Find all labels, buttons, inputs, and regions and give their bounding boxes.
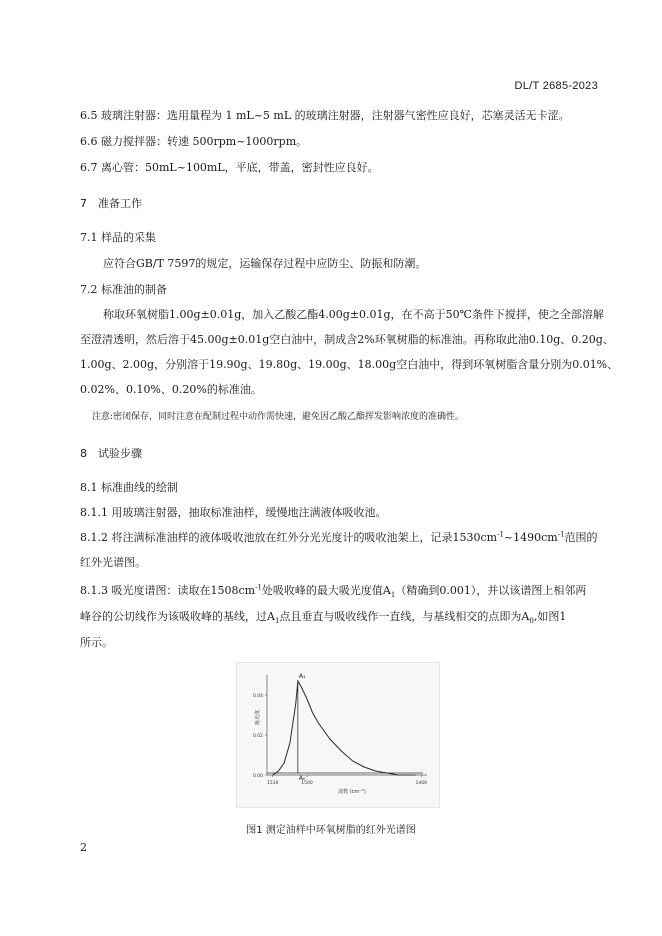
section-7-2-title: 7.2 标准油的制备	[80, 283, 167, 296]
item-6-6: 6.6 磁力搅拌器：转速 500rpm~1000rpm。	[80, 135, 308, 148]
section-7-1-title: 7.1 样品的采集	[80, 231, 156, 244]
ir-spectrum-figure	[236, 662, 440, 808]
y-tick-label: 0.02	[252, 734, 263, 739]
x-tick-label: 1530	[266, 781, 279, 786]
para-8-1-1: 8.1.1 用玻璃注射器，抽取标准油样，缓慢地注满液体吸收池。	[80, 506, 387, 519]
item-6-5: 6.5 玻璃注射器：选用量程为 1 mL~5 mL 的玻璃注射器，注射器气密性应良好，芯塞灵活无卡涩。	[80, 109, 570, 122]
para-8-1-3-text: 处吸收峰的最大吸光度值A	[261, 584, 391, 597]
para-8-1-3	[80, 582, 586, 599]
para-8-1-3-line2	[80, 608, 566, 625]
superscript: -1	[255, 583, 262, 592]
y-axis-label: 吸光度	[255, 709, 261, 725]
section-8-1-title: 8.1 标准曲线的绘制	[80, 481, 178, 494]
para-8-1-3-text: （精确到0.001），并以该谱图上相邻两	[395, 584, 587, 597]
para-8-1-2-line2: 红外光谱图。	[80, 556, 146, 569]
section-7-2-line: 至澄清透明，然后溶于45.00g±0.01g空白油中，制成含2%环氧树脂的标准油。再称取此油0.10g、0.20g、	[80, 333, 614, 346]
y-tick-label: 0.00	[252, 774, 263, 779]
para-8-1-2-text: 范围的	[564, 531, 598, 544]
spectrum-line	[273, 681, 416, 775]
section-7-number: 7	[80, 197, 87, 210]
section-7-2-note: 注意:密闭保存，同时注意在配制过程中动作需快速，避免因乙酸乙酯挥发影响浓度的准确性。	[92, 412, 465, 422]
para-8-1-3-text: 点且垂直与吸收线作一直线，与基线相交的点即为A	[279, 610, 530, 623]
para-8-1-2-text: 8.1.2 将注满标准油样的液体吸收池放在红外分光光度计的吸收池架上，记录1530cm	[80, 531, 498, 544]
section-7-title: 准备工作	[98, 197, 142, 210]
section-7-2-line: 0.02%、0.10%、0.20%的标准油。	[80, 383, 262, 396]
superscript: -1	[557, 530, 565, 539]
annotation-a1: A₁	[298, 673, 306, 680]
item-6-7: 6.7 离心管：50mL~100mL，平底，带盖，密封性应良好。	[80, 161, 379, 174]
standard-code: DL/T 2685-2023	[514, 80, 598, 92]
page-number: 2	[80, 841, 87, 854]
figure-caption: 图1 测定油样中环氧树脂的红外光谱图	[246, 825, 416, 836]
subscript: 1	[274, 617, 280, 626]
x-tick-label: 1400	[415, 781, 428, 786]
section-7-2-line: 称取环氧树脂1.00g±0.01g，加入乙酸乙酯4.00g±0.01g，在不高于50℃条件下搅拌，使之全部溶解	[103, 308, 604, 321]
section-8-title: 试验步骤	[98, 447, 142, 460]
para-8-1-3-text: 8.1.3 吸光度谱图：读取在1508cm	[80, 584, 256, 597]
x-tick-label: 1500	[301, 781, 313, 786]
x-axis-label: 波数 (cm⁻¹)	[338, 789, 366, 795]
para-8-1-3-line3: 所示。	[80, 636, 113, 649]
section-8-heading	[80, 445, 142, 461]
section-7-heading	[80, 195, 142, 211]
para-8-1-2-text: ~1490cm	[503, 531, 558, 544]
para-8-1-3-text: ,如图1	[533, 610, 567, 623]
section-7-1-body: 应符合GB/T 7597的规定，运输保存过程中应防尘、防振和防潮。	[103, 257, 427, 270]
subscript: 1	[390, 591, 396, 600]
subscript: 0	[529, 617, 534, 626]
ir-spectrum-chart	[237, 663, 439, 807]
para-8-1-2	[80, 529, 598, 545]
para-8-1-3-text: 峰谷的公切线作为该吸收峰的基线，过A	[80, 610, 275, 623]
annotation-a0: A₀	[298, 775, 306, 782]
superscript: -1	[497, 530, 504, 539]
section-7-2-line: 1.00g、2.00g，分别溶于19.90g、19.80g、19.00g、18.00g空白油中，得到环氧树脂含量分别为0.01%、	[80, 358, 619, 371]
section-8-number: 8	[80, 447, 87, 460]
y-tick-label: 0.04	[252, 694, 263, 699]
